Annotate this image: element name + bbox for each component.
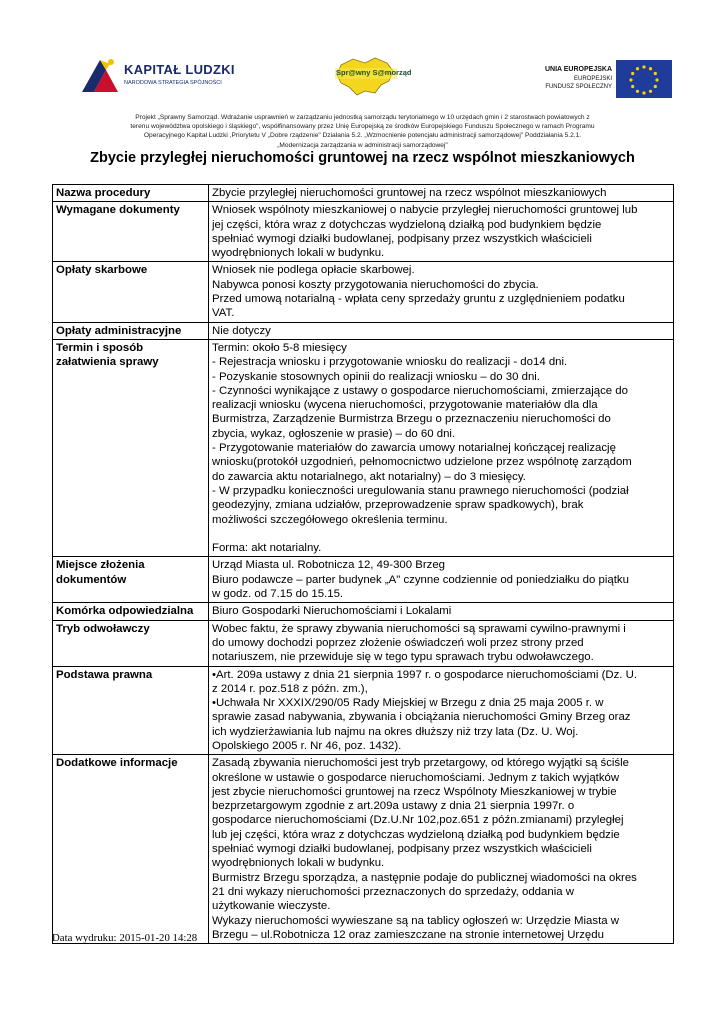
row-value-line: VAT.: [212, 307, 235, 320]
row-value-line: jej części, która wraz z dotychczas wydzieloną działką pod budynkiem będzie: [212, 218, 602, 231]
row-value-line: zbycia, wykaz, ogłoszenie w prasie) – do 60 dni.: [212, 427, 456, 440]
print-date: [52, 932, 197, 944]
row-value-line: lub jej części, która wraz z dotychczas wydzieloną działką pod budynkiem będzie: [212, 828, 620, 841]
procedure-table-body: [53, 185, 674, 944]
procedure-row: [53, 603, 674, 620]
row-label: [53, 202, 209, 262]
eu-flag-icon: [616, 60, 672, 98]
row-label-line: Termin i sposób: [56, 341, 144, 354]
row-value-line: użytkowanie wieczyste.: [212, 900, 331, 913]
row-value-line: 21 dni wykazy nieruchomości przeznaczonych do sprzedaży, oddania w: [212, 885, 574, 898]
row-value-line: - Czynności wynikające z ustawy o gospodarce nieruchomościami, zmierzające do: [212, 384, 628, 397]
row-value-line: określone w ustawie o gospodarce nieruchomościami. Jednym z takich wyjątków: [212, 771, 620, 784]
row-label-line: Opłaty skarbowe: [56, 264, 148, 277]
row-label: [53, 185, 209, 202]
eu-logo: [520, 60, 672, 102]
row-value-line: z 2014 r. poz.518 z późn. zm.),: [212, 682, 368, 695]
row-value: [209, 322, 674, 339]
row-value-line: Biuro podawcze – parter budynek „A" czynne codziennie od poniedziałku do piątku: [212, 573, 629, 586]
row-value-line: Nie dotyczy: [212, 324, 271, 337]
row-value-line: - Pozyskanie stosownych opinii do realizacji wniosku – do 30 dni.: [212, 370, 540, 383]
row-value-line: Forma: akt notarialny.: [212, 542, 322, 555]
row-value-line: - W przypadku konieczności uregulowania stanu prawnego nieruchomości (podział: [212, 484, 629, 497]
row-label-line: Podstawa prawna: [56, 668, 153, 681]
kapital-ludzki-title: KAPITAŁ LUDZKI: [124, 62, 235, 77]
row-value-line: Burmistrza, Zarządzenie Burmistrza Brzegu o przeznaczeniu nieruchomości do: [212, 413, 611, 426]
sprawny-samorzad-text: Spr@wny S@morząd: [336, 68, 412, 77]
row-value-line: do zawarcia aktu notarialnego, akt notarialny) – do 3 miesięcy.: [212, 470, 526, 483]
procedure-row: [53, 202, 674, 262]
row-value-line: Zasadą zbywania nieruchomości jest tryb przetargowy, od którego wyjątki są ściśle: [212, 757, 629, 770]
row-label-line: Wymagane dokumenty: [56, 204, 180, 217]
row-label-line: dokumentów: [56, 573, 127, 586]
row-label: [53, 557, 209, 603]
row-value: [209, 666, 674, 755]
row-label: [53, 620, 209, 666]
project-line: terenu województwa opolskiego i śląskiego", współfinansowany przez Unię Europejską ze środków Europejskiego Funduszu Społecznego w ramach Programu: [130, 123, 595, 131]
row-value-line: Burmistrz Brzegu sporządza, a następnie podaje do publicznej wiadomości na okres: [212, 871, 637, 884]
kapital-ludzki-mark-icon: [80, 56, 120, 96]
row-label-line: Tryb odwoławczy: [56, 622, 150, 635]
row-label: [53, 262, 209, 322]
row-value-line: Wniosek wspólnoty mieszkaniowej o nabycie przyległej nieruchomości gruntowej lub: [212, 204, 638, 217]
row-value: [209, 202, 674, 262]
procedure-row: [53, 339, 674, 556]
row-label-line: Komórka odpowiedzialna: [56, 605, 194, 618]
procedure-row: [53, 185, 674, 202]
kapital-ludzki-subtitle: NARODOWA STRATEGIA SPÓJNOŚCI: [124, 80, 222, 86]
procedure-row: [53, 557, 674, 603]
procedure-row: [53, 755, 674, 944]
row-value-line: Wniosek nie podlega opłacie skarbowej.: [212, 264, 415, 277]
row-label: [53, 666, 209, 755]
row-value-line: - Przygotowanie materiałów do zawarcia umowy notarialnej kończącej realizację: [212, 442, 616, 455]
row-value-line: sprawie zasad nabywania, zbywania i obciążania nieruchomości Gminy Brzeg oraz: [212, 711, 631, 724]
row-value-line: gospodarce nieruchomościami (Dz.U.Nr 102,poz.651 z późn.zmianami) przyległej: [212, 814, 624, 827]
row-value-line: Przed umową notarialną - wpłata ceny sprzedaży gruntu z uzględnieniem podatku: [212, 293, 625, 306]
row-value: [209, 755, 674, 944]
row-value-line: Termin: około 5-8 miesięcy: [212, 341, 347, 354]
row-value: [209, 557, 674, 603]
procedure-row: [53, 620, 674, 666]
procedure-table: [52, 184, 674, 944]
row-label-line: załatwienia sprawy: [56, 356, 159, 369]
row-label: [53, 339, 209, 556]
eu-line-3: FUNDUSZ SPOŁECZNY: [545, 84, 612, 90]
row-value-line: spełniać wymogi działki budowlanej, podpisany przez wszystkich właścicieli: [212, 843, 592, 856]
row-label: [53, 603, 209, 620]
row-value-line: geodezyjny, zmiana udziałów, przeprowadzenie spraw spadkowych), brak: [212, 499, 584, 512]
print-date-value: 2015-01-20 14:28: [119, 932, 198, 944]
row-value-line: wyodrębnionych lokali w budynku.: [212, 247, 385, 260]
project-description: [60, 113, 665, 150]
row-value-line: ich wydzierżawiania lub najmu na okres dłuższy niż trzy lata (Dz. U. Woj.: [212, 725, 579, 738]
row-value-line: w godz. od 7.15 do 15.15.: [212, 588, 344, 601]
row-value-line: •Uchwała Nr XXXIX/290/05 Rady Miejskiej w Brzegu z dnia 25 maja 2005 r. w: [212, 697, 604, 710]
row-value: [209, 185, 674, 202]
row-value-line: notariuszem, nie przewiduje się w tego typu sprawach trybu odwoławczego.: [212, 651, 594, 664]
project-line: Operacyjnego Kapitał Ludzki ,Priorytetu V „Dobre rządzenie" Działania 5.2. „Wzmocnienie potencjału administracji samorządowej" Poddziałania 5.2.1.: [143, 132, 582, 140]
row-value-line: Brzegu – ul.Robotnicza 12 oraz zamieszczane na stronie internetowej Urzędu: [212, 928, 604, 941]
row-value-line: do umowy dochodzi poprzez złożenie oświadczeń woli przez strony przed: [212, 636, 584, 649]
row-value-line: możliwości szczegółowego określenia terminu.: [212, 513, 448, 526]
row-value-line: - Rejestracja wniosku i przygotowanie wniosku do realizacji - do14 dni.: [212, 356, 568, 369]
row-label: [53, 755, 209, 944]
procedure-row: [53, 666, 674, 755]
row-value-line: Opolskiego 2005 r. Nr 46, poz. 1432).: [212, 739, 402, 752]
row-value-line: spełniać wymogi działki budowlanej, podpisany przez wszystkich właścicieli: [212, 232, 592, 245]
row-value-line: realizacji wniosku (wycena nieruchomości, przygotowanie materiałów dla dla: [212, 399, 598, 412]
row-value-line: wniosku(protokół uzgodnień, pełnomocnictwo udzielone przez wspólnotę zarządom: [212, 456, 632, 469]
row-value-line: bezprzetargowym zgodnie z art.209a ustawy z dnia 21 sierpnia 1997r. o: [212, 800, 575, 813]
project-line: Projekt „Sprawny Samorząd. Wdrażanie usprawnień w zarządzaniu jednostką samorządu terytorialnego w 10 urzędach gmin i 2 starostwach powiatowych z: [135, 114, 590, 121]
print-date-label: Data wydruku:: [52, 932, 117, 944]
sprawny-samorzad-logo: [335, 55, 412, 97]
eu-line-2: EUROPEJSKI: [573, 76, 612, 82]
page-header: [0, 0, 725, 112]
row-label-line: Dodatkowe informacje: [56, 757, 178, 770]
row-value: [209, 620, 674, 666]
page-title: Zbycie przyległej nieruchomości gruntowej na rzecz wspólnot mieszkaniowych: [90, 150, 635, 166]
row-value: [209, 339, 674, 556]
eu-line-1: UNIA EUROPEJSKA: [544, 66, 612, 73]
row-value-line: Wykazy nieruchomości wywieszane są na tablicy ogłoszeń w: Urzędzie Miasta w: [212, 914, 619, 927]
row-value-line: Zbycie przyległej nieruchomości gruntowej na rzecz wspólnot mieszkaniowych: [212, 187, 607, 199]
row-value-line: •Art. 209a ustawy z dnia 21 sierpnia 1997 r. o gospodarce nieruchomościami (Dz. U.: [212, 668, 638, 681]
procedure-row: [53, 322, 674, 339]
row-value-line: Urząd Miasta ul. Robotnicza 12, 49-300 Brzeg: [212, 559, 445, 572]
row-value-line: Nabywca ponosi koszty przygotowania nieruchomości do zbycia.: [212, 278, 539, 291]
row-label-line: Opłaty administracyjne: [56, 324, 182, 337]
row-value-line: Biuro Gospodarki Nieruchomościami i Lokalami: [212, 605, 452, 618]
procedure-row: [53, 262, 674, 322]
row-label: [53, 322, 209, 339]
kapital-ludzki-logo: [80, 56, 235, 100]
row-value-line: wyodrębnionych lokali w budynku.: [212, 857, 385, 870]
project-line: „Modernizacja zarządzania w administracji samorządowej": [277, 141, 448, 149]
row-value-gap: [212, 527, 670, 541]
row-value-line: jest zbycie nieruchomości gruntowej na rzecz Wspólnoty Mieszkaniowej w trybie: [212, 785, 617, 798]
row-label-line: Miejsce złożenia: [56, 559, 145, 572]
row-value-line: Wobec faktu, że sprawy zbywania nieruchomości są sprawami cywilno-prawnymi i: [212, 622, 626, 635]
row-label-line: Nazwa procedury: [56, 187, 151, 199]
row-value: [209, 603, 674, 620]
row-value: [209, 262, 674, 322]
